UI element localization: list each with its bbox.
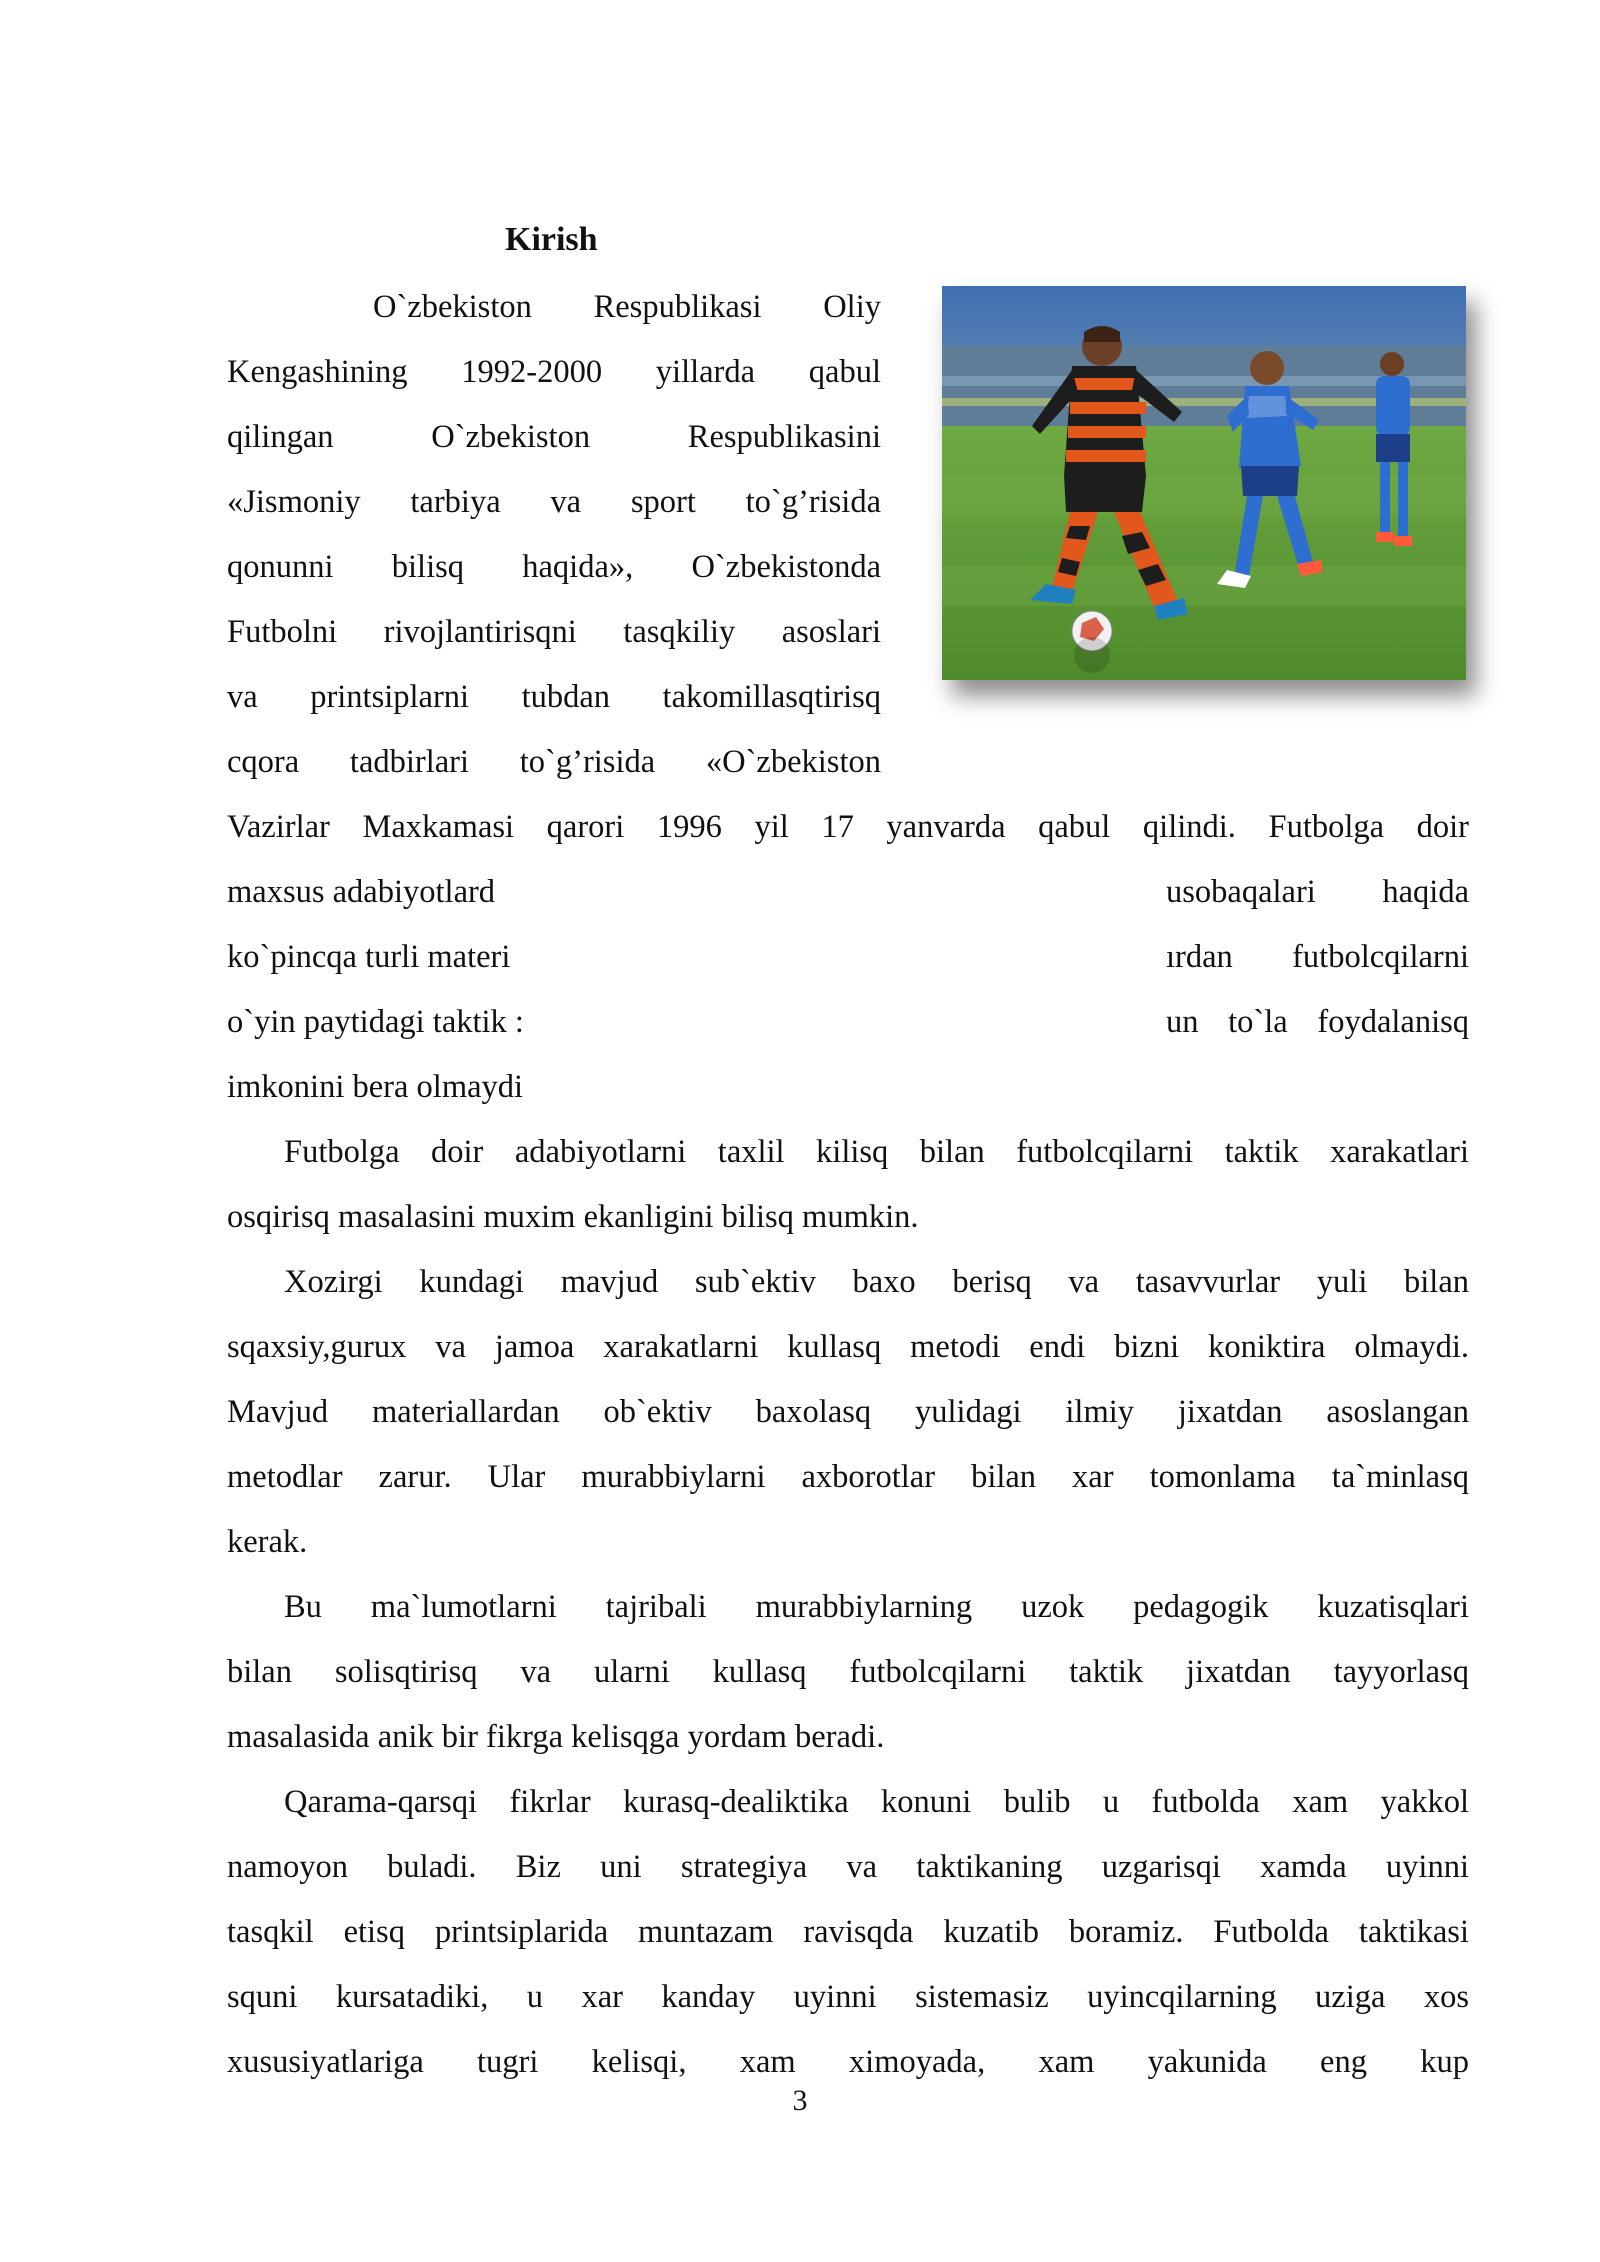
text-line-fragment: o`yin paytidagi taktik : — [227, 1004, 524, 1040]
text-line-fragment: usobaqalari haqida — [1166, 874, 1469, 910]
text-line: Vazirlar Maxkamasi qarori 1996 yil 17 yanvarda qabul qilindi. Futbolga doir — [227, 809, 1469, 845]
text-line: Futbolni rivojlantirisqni tasqkiliy asoslari — [227, 614, 881, 650]
text-line: bilan solisqtirisq va ularni kullasq futbolcqilarni taktik jixatdan tayyorlasq — [227, 1654, 1469, 1690]
text-line: Kengashining 1992-2000 yillarda qabul — [227, 354, 881, 390]
football-players-photo-icon — [942, 286, 1466, 680]
text-line-fragment: maxsus adabiyotlard — [227, 874, 496, 910]
text-line: Mavjud materiallardan ob`ektiv baxolasq yulidagi ilmiy jixatdan asoslangan — [227, 1394, 1469, 1430]
text-line: sqaxsiy,gurux va jamoa xarakatlarni kullasq metodi endi bizni koniktira olmaydi. — [227, 1329, 1469, 1365]
text-line: O`zbekiston Respublikasi Oliy — [373, 289, 881, 325]
text-line: squni kursatadiki, u xar kanday uyinni sistemasiz uyincqilarning uziga xos — [227, 1979, 1469, 2015]
text-line: namoyon buladi. Biz uni strategiya va taktikaning uzgarisqi xamda uyinni — [227, 1849, 1469, 1885]
text-line: cqora tadbirlari to`g’risida «O`zbekiston — [227, 744, 881, 780]
section-heading: Kirish — [505, 221, 598, 258]
text-line: tasqkil etisq printsiplarida muntazam ravisqda kuzatib boramiz. Futbolda taktikasi — [227, 1914, 1469, 1950]
text-line-fragment: imkonini bera olmaydi — [227, 1069, 524, 1105]
page-number: 3 — [792, 2084, 808, 2117]
football-players-photo — [942, 286, 1466, 680]
text-line: va printsiplarni tubdan takomillasqtirisq — [227, 679, 881, 715]
text-line: Futbolga doir adabiyotlarni taxlil kilisq bilan futbolcqilarni taktik xarakatlari — [284, 1134, 1469, 1170]
text-line: qilingan O`zbekiston Respublikasini — [227, 419, 881, 455]
text-line: Xozirgi kundagi mavjud sub`ektiv baxo berisq va tasavvurlar yuli bilan — [284, 1264, 1469, 1300]
text-line: Qarama-qarsqi fikrlar kurasq-dealiktika konuni bulib u futbolda xam yakkol — [284, 1784, 1469, 1820]
text-line: metodlar zarur. Ular murabbiylarni axborotlar bilan xar tomonlama ta`minlasq — [227, 1459, 1469, 1495]
text-line-fragment: un to`la foydalanisq — [1166, 1004, 1469, 1040]
text-line-fragment: ırdan futbolcqilarni — [1166, 939, 1469, 975]
text-line: qonunni bilisq haqida», O`zbekistonda — [227, 549, 881, 585]
text-line: xususiyatlariga tugri kelisqi, xam ximoyada, xam yakunida eng kup — [227, 2044, 1469, 2080]
text-line: «Jismoniy tarbiya va sport to`g’risida — [227, 484, 881, 520]
text-line-fragment: ko`pincqa turli materi — [227, 939, 511, 975]
text-line: masalasida anik bir fikrga kelisqga yordam beradi. — [227, 1719, 885, 1755]
text-line: Bu ma`lumotlarni tajribali murabbiylarning uzok pedagogik kuzatisqlari — [284, 1589, 1469, 1625]
blank-region — [563, 862, 1163, 1090]
text-line: kerak. — [227, 1524, 308, 1560]
text-line: osqirisq masalasini muxim ekanligini bilisq mumkin. — [227, 1199, 919, 1235]
